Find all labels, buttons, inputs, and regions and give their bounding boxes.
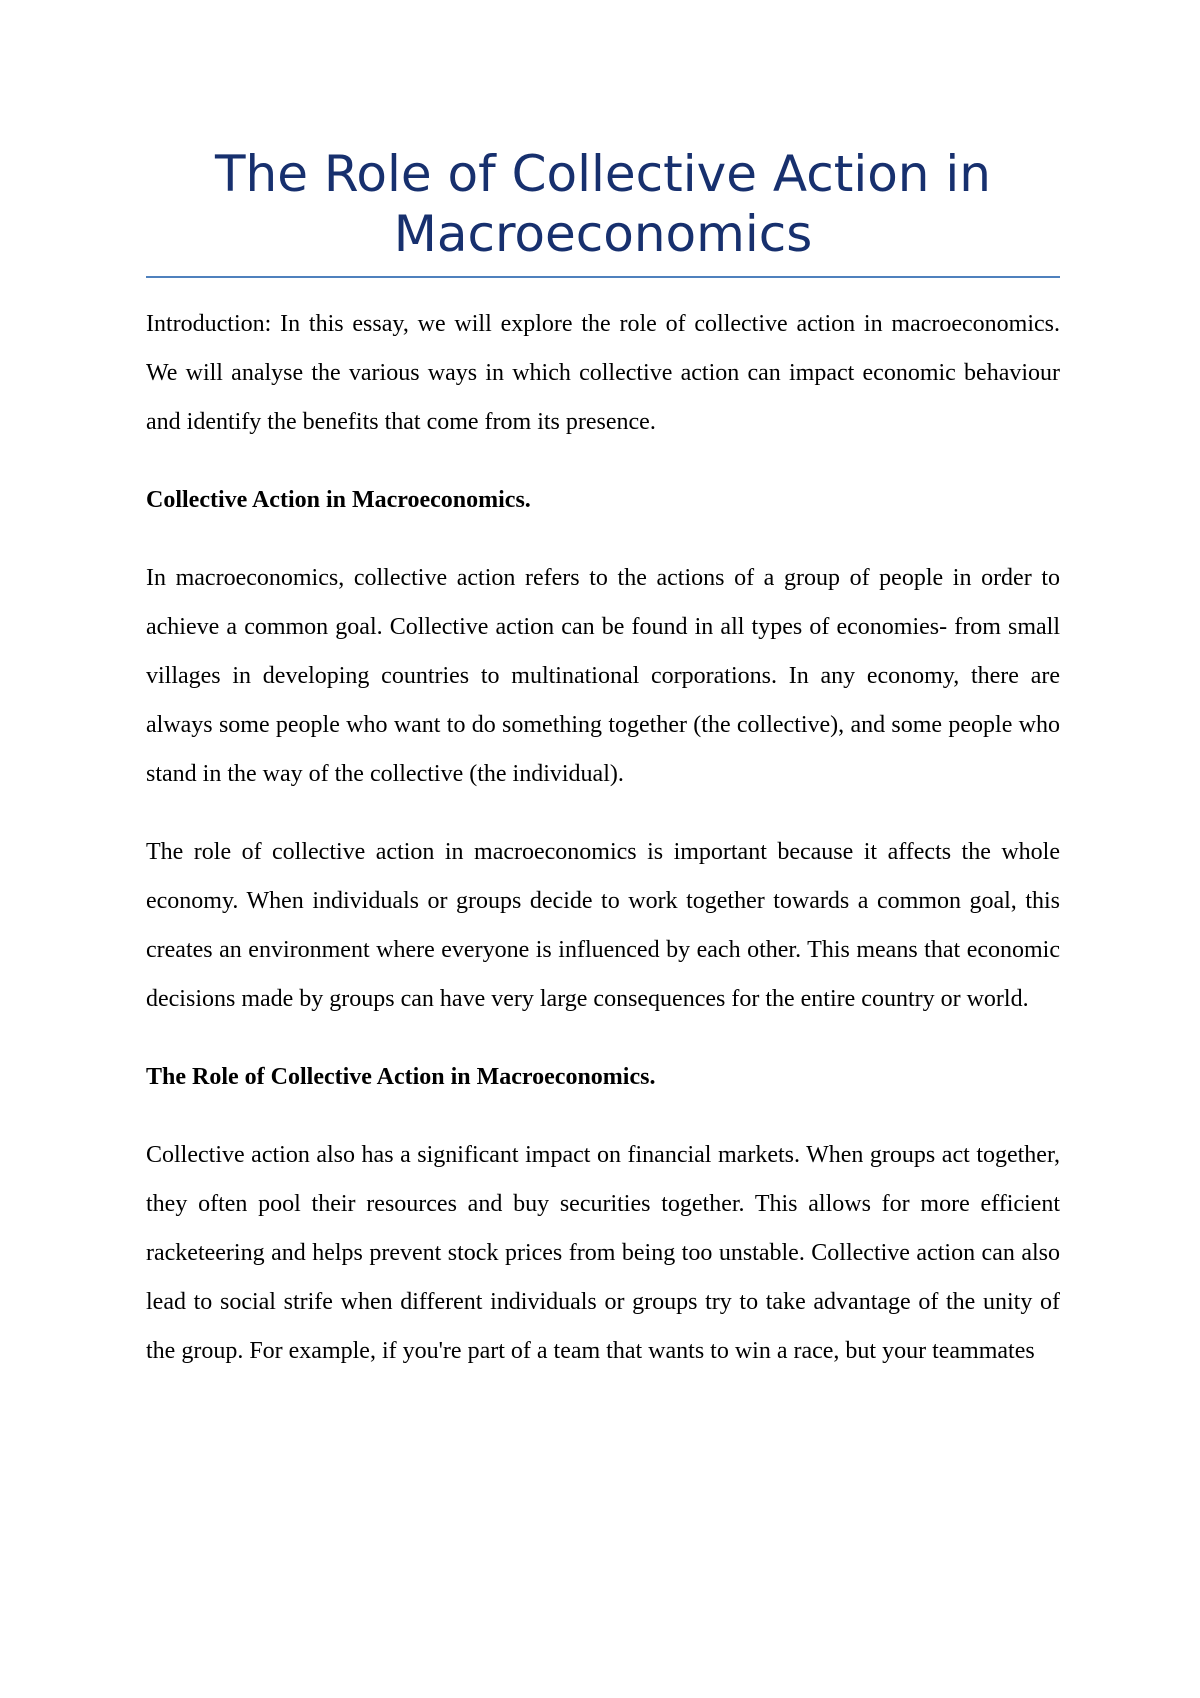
document-title: The Role of Collective Action in Macroeconomics — [215, 145, 991, 263]
body-paragraph: Collective action also has a significant impact on financial markets. When groups act together, they often pool their resources and buy securities together. This allows for more efficient racketeering and helps prevent stock prices from being too unstable. Collective action can also lead to social strife when different individuals or groups try to take advantage of the unity of the group. For example, if you're part of a team that wants to win a race, but your teammates — [146, 1142, 1060, 1364]
body-paragraph: In macroeconomics, collective action refers to the actions of a group of people in order to achieve a common goal. Collective action can be found in all types of economies- from small villages in developing countries to multinational corporations. In any economy, there are always some people who want to do something together (the collective), and some people who stand in the way of the collective (the individual). — [146, 565, 1060, 787]
title-underline — [146, 276, 1060, 278]
intro-paragraph: Introduction: In this essay, we will explore the role of collective action in macroeconomics. We will analyse the various ways in which collective action can impact economic behaviour and identify the benefits that come from its presence. — [146, 311, 1060, 435]
body-paragraph: The role of collective action in macroeconomics is important because it affects the whole economy. When individuals or groups decide to work together towards a common goal, this creates an environment where everyone is influenced by each other. This means that economic decisions made by groups can have very large consequences for the entire country or world. — [146, 839, 1060, 1012]
document-body — [146, 300, 1060, 1405]
section-heading-collective-action: Collective Action in Macroeconomics. — [146, 487, 531, 513]
section-heading-role-of-collective-action: The Role of Collective Action in Macroeconomics. — [146, 1064, 656, 1090]
